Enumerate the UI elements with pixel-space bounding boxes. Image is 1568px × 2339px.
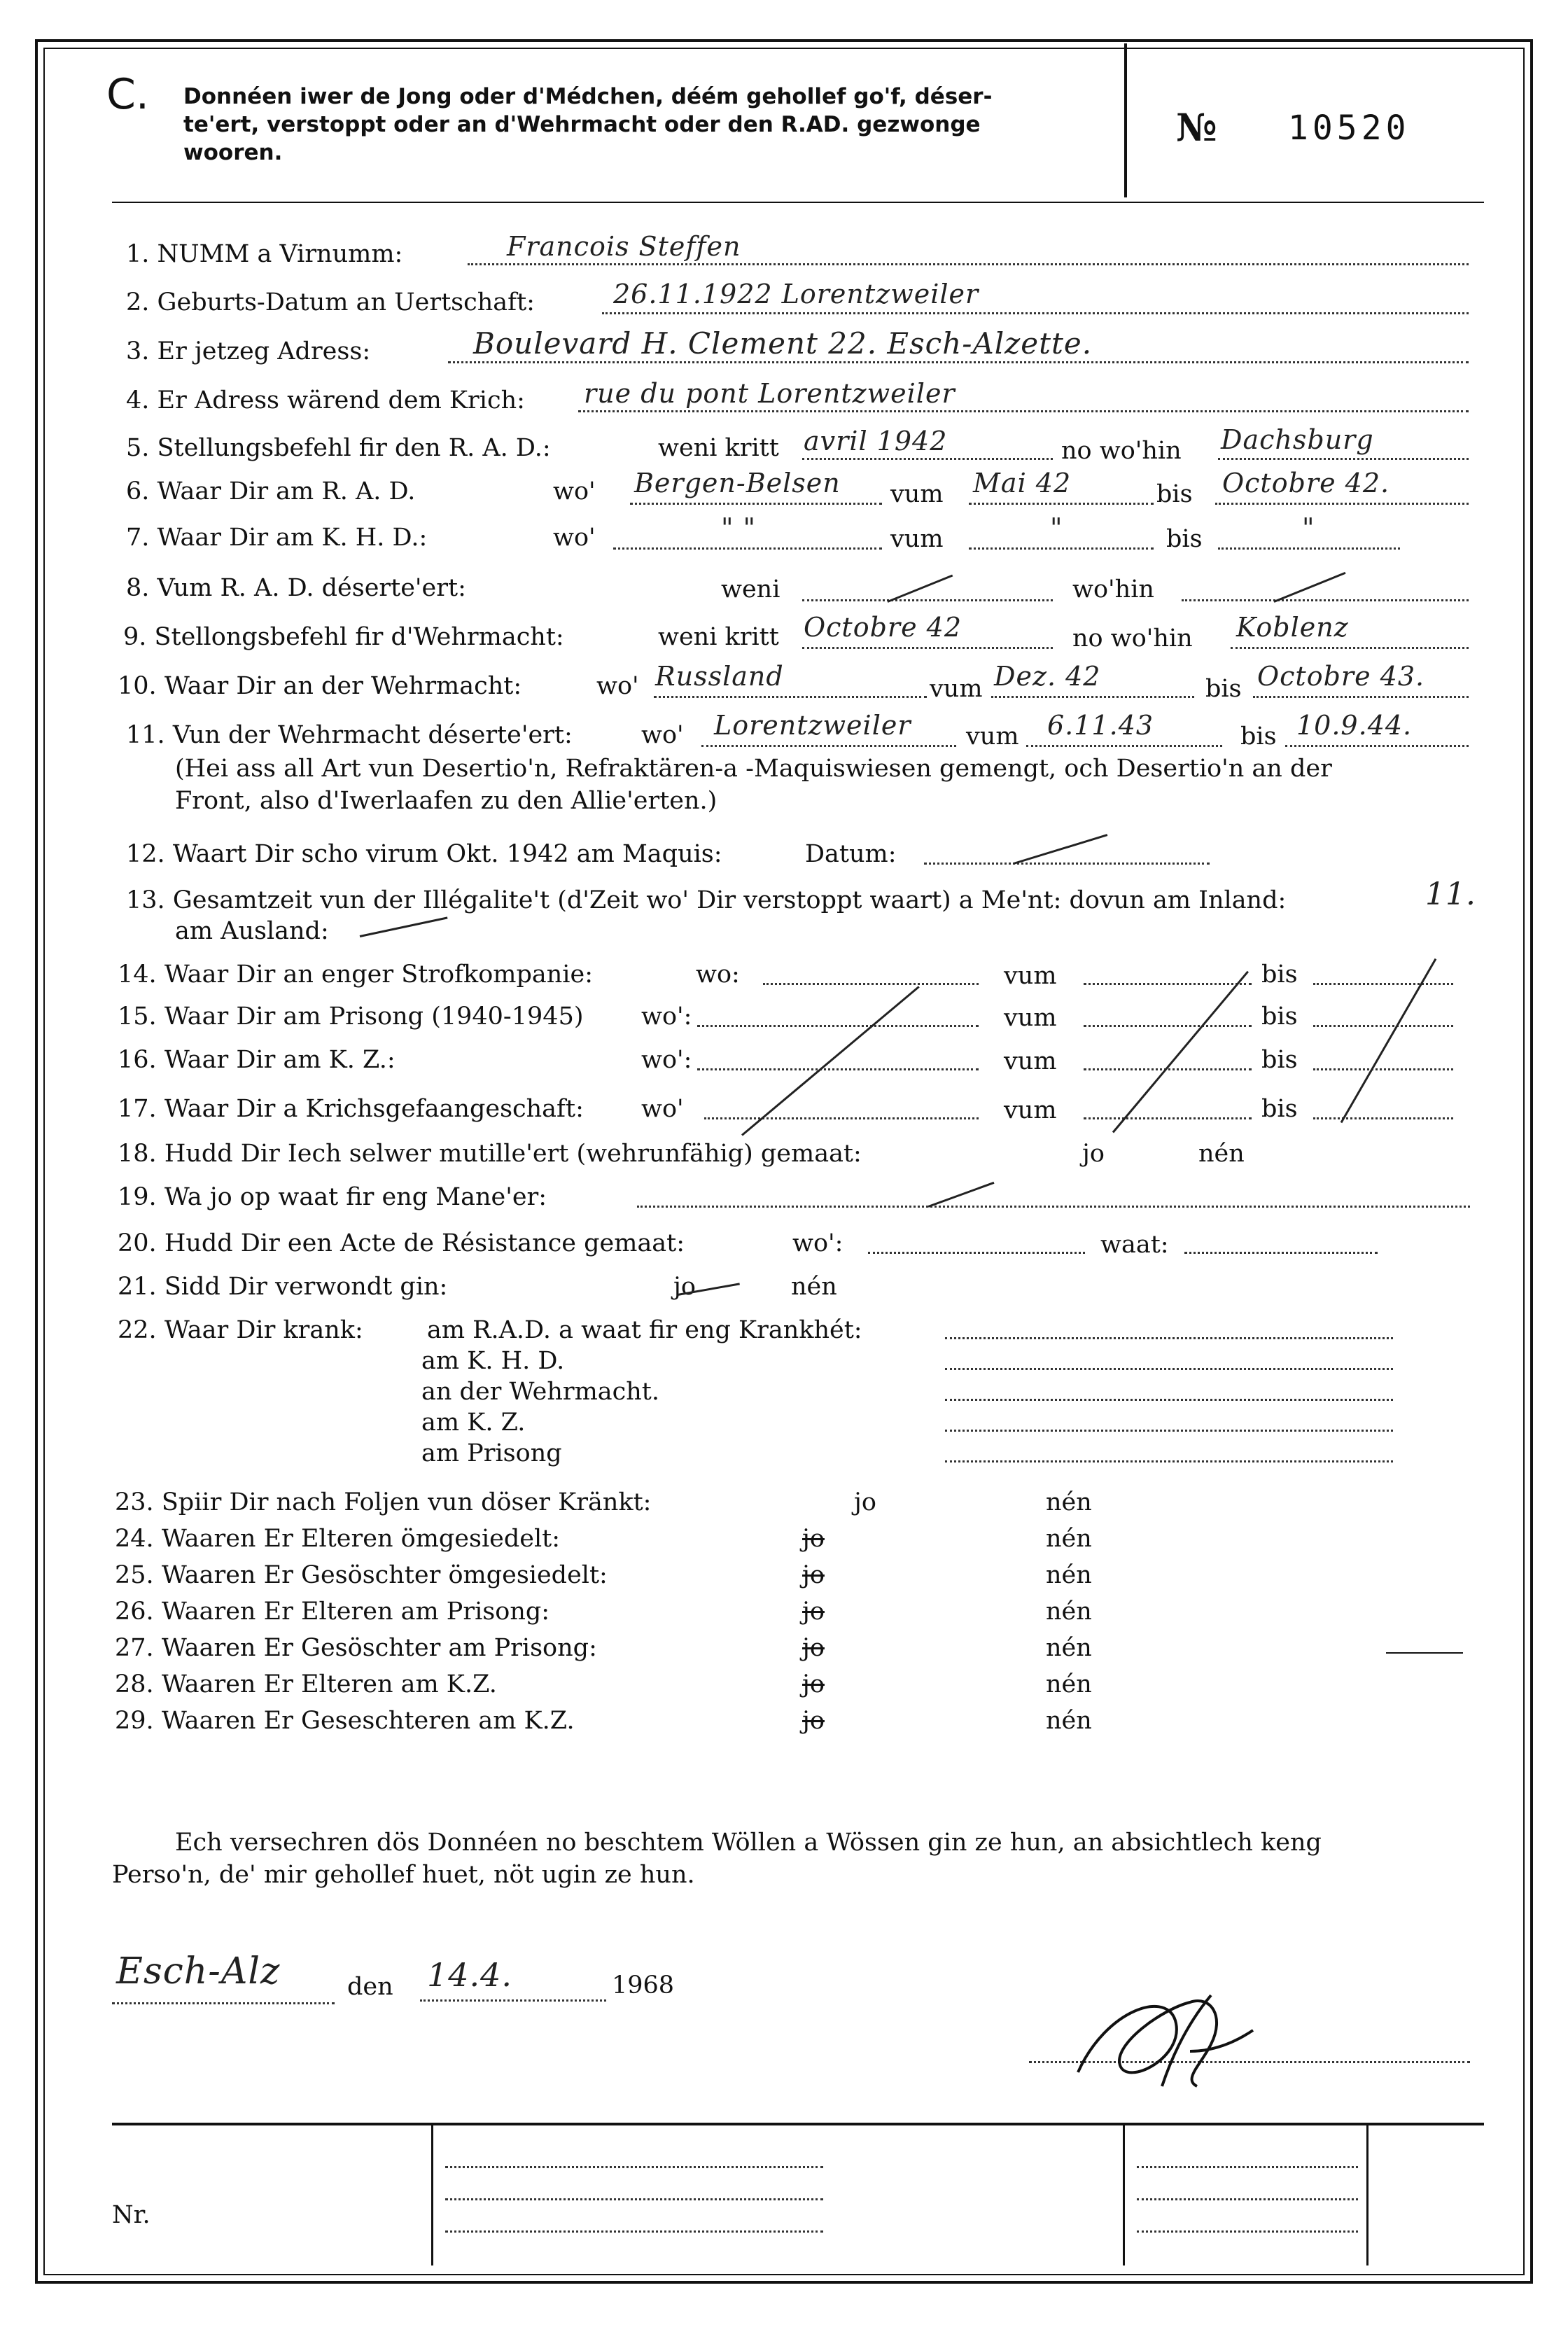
row-16-bis-label: bis xyxy=(1261,1046,1298,1074)
row-2: 2. Geburts-Datum an Uertschaft: xyxy=(126,288,535,316)
row-22-sub-kz: am K. Z. xyxy=(421,1409,526,1437)
row-11-bis-line xyxy=(1285,745,1469,747)
row-13-inland-value: 11. xyxy=(1425,877,1476,912)
row-26-nen: nén xyxy=(1046,1598,1092,1626)
row-17: 17. Waar Dir a Krichsgefaangeschaft: xyxy=(118,1095,584,1123)
footer-line-2 xyxy=(445,2198,823,2200)
row-13-ausland-label: am Ausland: xyxy=(175,917,329,945)
row-21-jo: jo xyxy=(673,1273,696,1301)
row-22-sub-rad: am R.A.D. a waat fir eng Krankhét: xyxy=(427,1316,862,1344)
footer-line-4 xyxy=(1137,2166,1358,2168)
row-11-note-line-2: Front, also d'Iwerlaafen zu den Allie'erten.) xyxy=(175,787,718,815)
row-15-bis-label: bis xyxy=(1261,1003,1298,1031)
footer-nr-label: Nr. xyxy=(112,2201,150,2229)
form-number: 10520 xyxy=(1288,109,1410,148)
row-8-nowhin-label: wo'hin xyxy=(1072,575,1154,603)
row-3-line xyxy=(448,361,1469,363)
footer-line-3 xyxy=(445,2230,823,2233)
row-7: 7. Waar Dir am K. H. D.: xyxy=(126,524,428,552)
row-11-note-line-1: (Hei ass all Art vun Desertio'n, Refraktären-a -Maquiswiesen gemengt, och Desertio'n an der xyxy=(175,755,1332,783)
row-2-value: 26.11.1922 Lorentzweiler xyxy=(613,279,979,309)
row-5-weni-value: avril 1942 xyxy=(804,426,948,456)
signoff-year: 1968 xyxy=(612,1971,675,1999)
footer-line-5 xyxy=(1137,2198,1358,2200)
row-7-bis-value: " xyxy=(1302,512,1315,543)
row-17-wo-line xyxy=(704,1117,979,1119)
row-11-vum-value: 6.11.43 xyxy=(1047,710,1154,741)
row-13: 13. Gesamtzeit vun der Illégalite't (d'Zeit wo' Dir verstoppt waart) a Me'nt: dovun am Inland: xyxy=(126,886,1287,914)
row-17-bis-line xyxy=(1313,1117,1453,1119)
row-14-vum-label: vum xyxy=(1004,962,1057,990)
row-29: 29. Waaren Er Geseschteren am K.Z. xyxy=(115,1707,575,1735)
row-9-nowhin-value: Koblenz xyxy=(1236,612,1349,643)
row-5-weni-label: weni kritt xyxy=(658,434,779,462)
row-8-weni-line xyxy=(802,599,1053,601)
row-22-sub-wehrmacht-line xyxy=(945,1399,1393,1401)
row-12: 12. Waart Dir scho virum Okt. 1942 am Maquis: xyxy=(126,840,722,868)
row-10-bis-value: Octobre 43. xyxy=(1257,661,1425,692)
declaration-line-2: Perso'n, de' mir gehollef huet, nöt ugin ze hun. xyxy=(112,1861,695,1889)
row-19-line xyxy=(637,1206,1470,1208)
row-25: 25. Waaren Er Gesöschter ömgesiedelt: xyxy=(115,1561,608,1589)
row-18-jo: jo xyxy=(1082,1140,1105,1168)
row-14-bis-label: bis xyxy=(1261,961,1298,989)
row-24: 24. Waaren Er Elteren ömgesiedelt: xyxy=(115,1525,561,1553)
row-22: 22. Waar Dir krank: xyxy=(118,1316,363,1344)
signature-stroke xyxy=(1078,1995,1253,2086)
row-6-vum-line xyxy=(969,503,1154,505)
row-15-vum-label: vum xyxy=(1004,1004,1057,1032)
row-7-bis-label: bis xyxy=(1166,525,1203,553)
row-28: 28. Waaren Er Elteren am K.Z. xyxy=(115,1670,497,1698)
row-10: 10. Waar Dir an der Wehrmacht: xyxy=(118,672,522,700)
row-10-wo-label: wo' xyxy=(596,672,639,700)
row-10-vum-value: Dez. 42 xyxy=(994,661,1101,692)
row-8: 8. Vum R. A. D. déserte'ert: xyxy=(126,574,466,602)
row-22-sub-prisong-line xyxy=(945,1460,1393,1462)
header-divider xyxy=(1124,43,1127,197)
row-22-sub-wehrmacht: an der Wehrmacht. xyxy=(421,1378,660,1406)
row-10-wo-line xyxy=(654,696,927,698)
row-28-nen: nén xyxy=(1046,1670,1092,1698)
row-14-bis-line xyxy=(1313,983,1453,985)
row-17-bis-label: bis xyxy=(1261,1095,1298,1123)
signoff-date: 14.4. xyxy=(427,1956,513,1994)
row-28-jo: jo xyxy=(802,1670,825,1698)
row-27-jo: jo xyxy=(802,1634,825,1662)
signoff-den-label: den xyxy=(347,1973,393,2001)
row-15-bis-line xyxy=(1313,1025,1453,1027)
row-14: 14. Waar Dir an enger Strofkompanie: xyxy=(118,961,593,989)
row-14-vum-line xyxy=(1084,983,1252,985)
signoff-place: Esch-Alz xyxy=(116,1950,281,1992)
row-11-vum-line xyxy=(1026,745,1222,747)
row-14-wo-label: wo: xyxy=(696,961,740,989)
row-10-vum-line xyxy=(991,696,1194,698)
row-23-nen: nén xyxy=(1046,1488,1092,1516)
row-4: 4. Er Adress wärend dem Krich: xyxy=(126,386,525,414)
row-25-jo: jo xyxy=(802,1561,825,1589)
row-9-nowhin-line xyxy=(1231,647,1469,649)
row-3-value: Boulevard H. Clement 22. Esch-Alzette. xyxy=(473,326,1093,361)
row-15: 15. Waar Dir am Prisong (1940-1945) xyxy=(118,1003,584,1031)
row-7-vum-label: vum xyxy=(890,525,944,553)
row-10-bis-label: bis xyxy=(1205,675,1242,703)
row-11: 11. Vun der Wehrmacht déserte'ert: xyxy=(126,721,573,749)
row-4-line xyxy=(578,410,1469,412)
row-24-jo: jo xyxy=(802,1525,825,1553)
row-26-jo: jo xyxy=(802,1598,825,1626)
row-22-sub-khd-line xyxy=(945,1368,1393,1370)
row-27-stray-mark xyxy=(1386,1652,1463,1654)
section-title-line-2: te'ert, verstoppt oder an d'Wehrmacht oder den R.AD. gezwonge xyxy=(183,112,981,137)
row-3: 3. Er jetzeg Adress: xyxy=(126,337,371,365)
row-22-sub-kz-line xyxy=(945,1430,1393,1432)
row-20-wo-line xyxy=(868,1252,1085,1254)
row-6-wo-line xyxy=(630,503,882,505)
row-7-wo-value: " " xyxy=(721,512,757,543)
row-16-wo-label: wo': xyxy=(641,1046,692,1074)
row-15-wo-label: wo': xyxy=(641,1003,692,1031)
row-6-wo-value: Bergen-Belsen xyxy=(634,468,841,498)
row-21: 21. Sidd Dir verwondt gin: xyxy=(118,1273,448,1301)
row-22-sub-prisong: am Prisong xyxy=(421,1439,562,1467)
row-9: 9. Stellongsbefehl fir d'Wehrmacht: xyxy=(123,623,564,651)
row-1-value: Francois Steffen xyxy=(507,231,741,262)
row-9-weni-label: weni kritt xyxy=(658,623,779,651)
row-16-bis-line xyxy=(1313,1068,1453,1070)
row-12-datum-label: Datum: xyxy=(805,840,897,868)
row-17-vum-label: vum xyxy=(1004,1096,1057,1124)
place-line xyxy=(112,2002,335,2004)
row-20-waat-line xyxy=(1184,1252,1378,1254)
row-22-sub-rad-line xyxy=(945,1337,1393,1339)
row-20-waat-label: waat: xyxy=(1100,1231,1169,1259)
row-15-wo-line xyxy=(697,1025,979,1027)
footer-col-divider-3 xyxy=(1366,2125,1368,2265)
row-6-bis-label: bis xyxy=(1156,480,1193,508)
signature xyxy=(1050,1967,1274,2107)
row-18-nen: nén xyxy=(1198,1140,1245,1168)
row-5-nowhin-value: Dachsburg xyxy=(1221,424,1374,455)
row-26: 26. Waaren Er Elteren am Prisong: xyxy=(115,1598,550,1626)
row-5: 5. Stellungsbefehl fir den R. A. D.: xyxy=(126,434,551,462)
footer-col-divider-1 xyxy=(431,2125,433,2265)
row-5-nowhin-line xyxy=(1218,458,1469,460)
row-16: 16. Waar Dir am K. Z.: xyxy=(118,1046,396,1074)
row-6-vum-value: Mai 42 xyxy=(973,468,1072,498)
row-12-datum-line xyxy=(924,863,1210,865)
section-title xyxy=(183,83,1114,167)
row-29-jo: jo xyxy=(802,1707,825,1735)
row-5-nowhin-label: no wo'hin xyxy=(1061,437,1182,465)
row-24-nen: nén xyxy=(1046,1525,1092,1553)
row-11-bis-label: bis xyxy=(1240,722,1277,750)
row-29-nen: nén xyxy=(1046,1707,1092,1735)
number-sign: № xyxy=(1176,105,1217,150)
row-16-wo-line xyxy=(697,1068,979,1070)
row-6: 6. Waar Dir am R. A. D. xyxy=(126,477,416,505)
row-9-weni-value: Octobre 42 xyxy=(804,612,962,643)
row-6-bis-value: Octobre 42. xyxy=(1222,468,1390,498)
row-8-nowhin-line xyxy=(1182,599,1469,601)
row-17-wo-label: wo' xyxy=(641,1095,684,1123)
row-8-weni-label: weni xyxy=(721,575,780,603)
row-6-bis-line xyxy=(1215,503,1469,505)
row-7-vum-value: " xyxy=(1050,512,1063,543)
row-10-vum-label: vum xyxy=(930,675,983,703)
row-7-vum-line xyxy=(969,547,1154,550)
declaration-line-1: Ech versechren dös Donnéen no beschtem Wöllen a Wössen gin ze hun, an absichtlech keng xyxy=(175,1829,1322,1857)
row-21-nen: nén xyxy=(791,1273,837,1301)
row-15-vum-line xyxy=(1084,1025,1252,1027)
row-7-wo-line xyxy=(613,547,882,550)
row-27: 27. Waaren Er Gesöschter am Prisong: xyxy=(115,1634,597,1662)
row-18: 18. Hudd Dir Iech selwer mutille'ert (wehrunfähig) gemaat: xyxy=(118,1140,862,1168)
section-letter: C. xyxy=(106,70,149,119)
row-5-weni-line xyxy=(802,458,1053,460)
row-11-bis-value: 10.9.44. xyxy=(1296,710,1413,741)
footer-line-6 xyxy=(1137,2230,1358,2233)
row-25-nen: nén xyxy=(1046,1561,1092,1589)
row-19: 19. Wa jo op waat fir eng Mane'er: xyxy=(118,1183,547,1211)
date-line xyxy=(420,1999,606,2002)
row-11-wo-value: Lorentzweiler xyxy=(714,710,911,741)
row-11-vum-label: vum xyxy=(966,722,1019,750)
row-9-weni-line xyxy=(802,647,1053,649)
row-11-wo-label: wo' xyxy=(641,721,684,749)
row-20: 20. Hudd Dir een Acte de Résistance gemaat: xyxy=(118,1229,685,1257)
row-20-wo-label: wo': xyxy=(792,1229,844,1257)
row-2-line xyxy=(602,312,1469,314)
row-17-vum-line xyxy=(1084,1117,1252,1119)
footer-line-1 xyxy=(445,2166,823,2168)
row-22-sub-khd: am K. H. D. xyxy=(421,1347,565,1375)
row-27-nen: nén xyxy=(1046,1634,1092,1662)
row-7-bis-line xyxy=(1218,547,1400,550)
row-4-value: rue du pont Lorentzweiler xyxy=(584,378,955,409)
row-9-nowhin-label: no wo'hin xyxy=(1072,624,1193,652)
section-title-line-1: Donnéen iwer de Jong oder d'Médchen, déém gehollef go'f, déser- xyxy=(183,84,993,109)
section-title-line-3: wooren. xyxy=(183,140,283,165)
footer-col-divider-2 xyxy=(1123,2125,1125,2265)
row-11-wo-line xyxy=(701,745,956,747)
header-underline xyxy=(112,202,1484,203)
row-6-vum-label: vum xyxy=(890,480,944,508)
row-1: 1. NUMM a Virnumm: xyxy=(126,240,403,268)
row-10-wo-value: Russland xyxy=(655,661,784,692)
row-16-vum-label: vum xyxy=(1004,1047,1057,1075)
row-6-wo-label: wo' xyxy=(553,477,596,505)
row-10-bis-line xyxy=(1253,696,1469,698)
row-1-line xyxy=(468,263,1469,265)
row-23: 23. Spiir Dir nach Foljen vun döser Kränkt: xyxy=(115,1488,652,1516)
row-23-jo: jo xyxy=(854,1488,876,1516)
row-14-wo-line xyxy=(763,983,979,985)
row-7-wo-label: wo' xyxy=(553,524,596,552)
footer-top-rule xyxy=(112,2123,1484,2125)
